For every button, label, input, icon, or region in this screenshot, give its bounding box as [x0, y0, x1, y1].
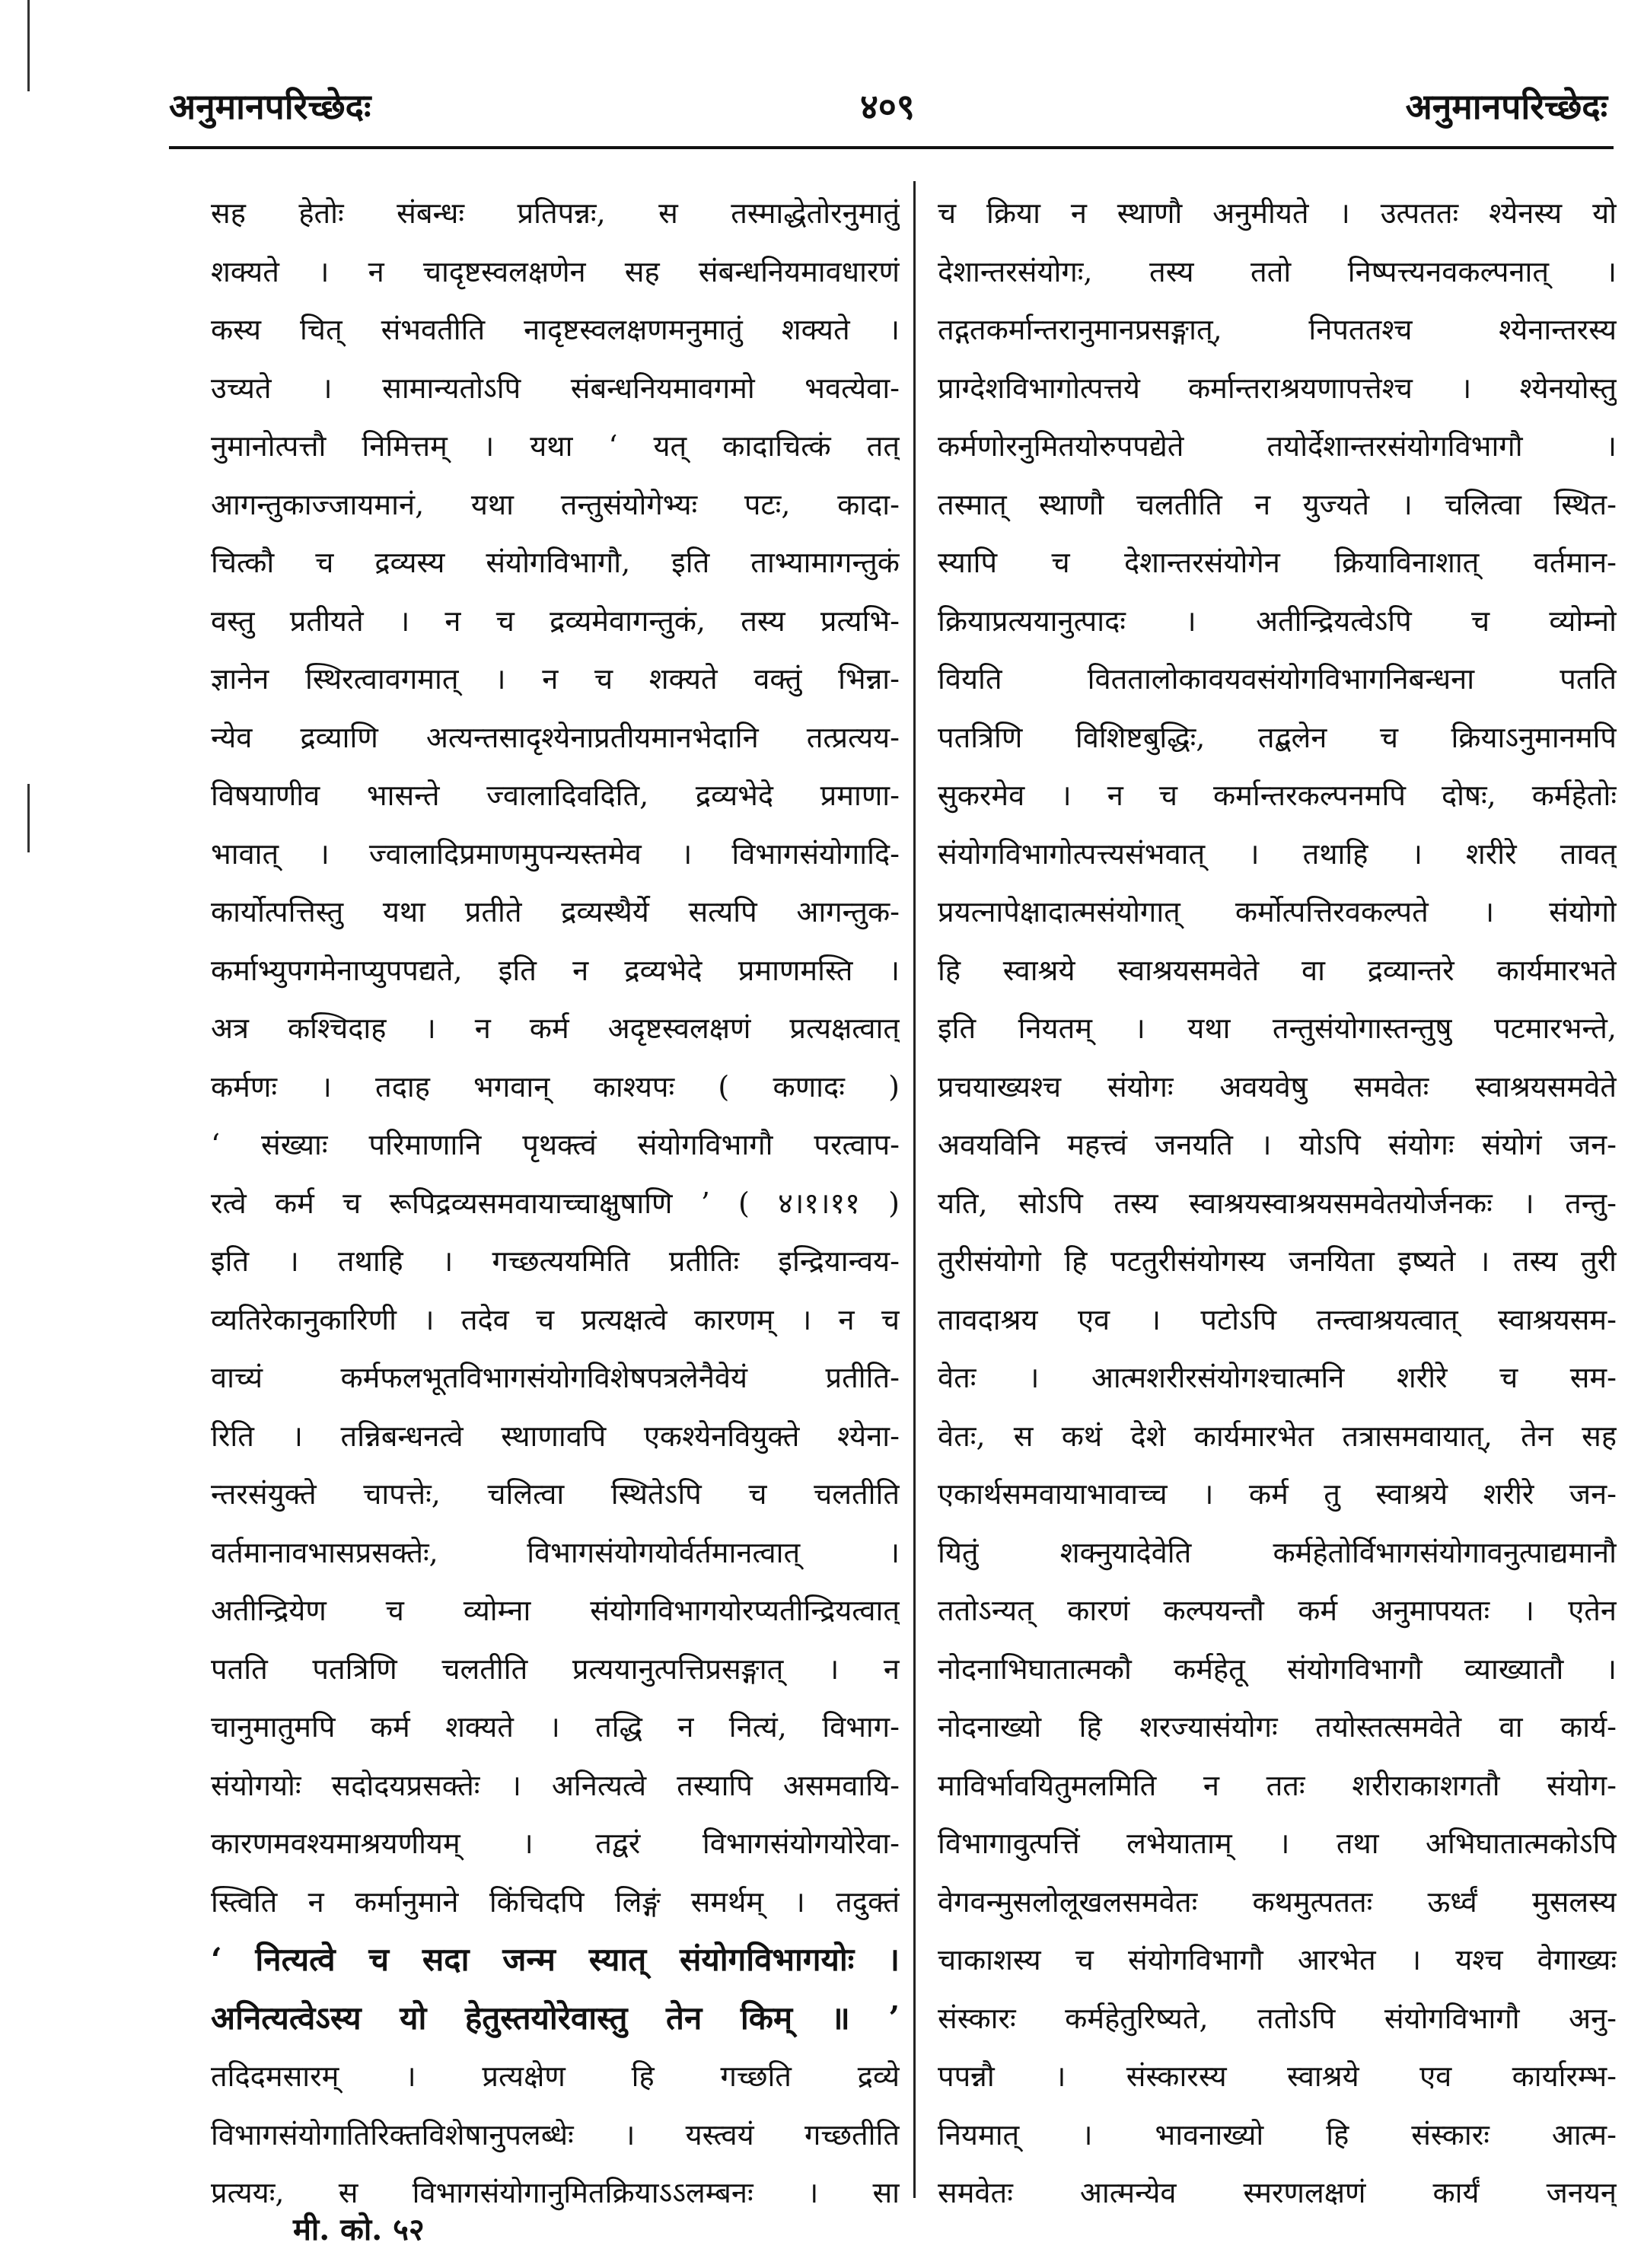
text-line: तदिदमसारम् । प्रत्यक्षेण हि गच्छति द्रव्ये — [211, 2059, 900, 2093]
running-header-left: अनुमानपरिच्छेदः — [169, 86, 371, 127]
text-line: क्रियाप्रत्ययानुत्पादः । अतीन्द्रियत्वेऽपि च व्योम्नो — [938, 604, 1617, 638]
text-line: रत्वे कर्म च रूपिद्रव्यसमवायाच्चाक्षुषाणि ’ ( ४।१।११ ) — [211, 1186, 900, 1220]
text-line: अवयविनि महत्त्वं जनयति । योऽपि संयोगः संयोगं जन- — [938, 1128, 1617, 1161]
text-line: रिति । तन्निबन्धनत्वे स्थाणावपि एकश्येनवियुक्ते श्येना- — [211, 1419, 900, 1453]
text-line: इति नियतम् । यथा तन्तुसंयोगास्तन्तुषु पटमारभन्ते, — [938, 1011, 1617, 1045]
text-line: तद्गतकर्मान्तरानुमानप्रसङ्गात्, निपततश्च श्येनान्तरस्य — [938, 313, 1617, 346]
text-line: चाकाशस्य च संयोगविभागौ आरभेत । यश्च वेगाख्यः — [938, 1943, 1617, 1977]
text-line: एकार्थसमवायाभावाच्च । कर्म तु स्वाश्रये शरीरे जन- — [938, 1477, 1617, 1511]
column-divider — [913, 181, 916, 2198]
text-line: उच्यते । सामान्यतोऽपि संबन्धनियमावगमो भवत्येवा- — [211, 371, 900, 405]
text-line: आगन्तुकाज्जायमानं, यथा तन्तुसंयोगेभ्यः पटः, कादा- — [211, 487, 900, 521]
text-line: वेतः । आत्मशरीरसंयोगश्चात्मनि शरीरे च सम- — [938, 1361, 1617, 1394]
page-number: ४०९ — [860, 86, 915, 127]
text-line: संयोगयोः सदोदयप्रसक्तेः । अनित्यत्वे तस्यापि असमवायि- — [211, 1768, 900, 1802]
text-line: च क्रिया न स्थाणौ अनुमीयते । उत्पततः श्येनस्य यो — [938, 196, 1617, 230]
text-line: इति । तथाहि । गच्छत्ययमिति प्रतीतिः इन्द्रियान्वय- — [211, 1244, 900, 1278]
text-line: ‘ नित्यत्वे च सदा जन्म स्यात् संयोगविभागयोः । — [211, 1941, 900, 1978]
text-line: माविर्भावयितुमलमिति न ततः शरीराकाशगतौ संयोग- — [938, 1768, 1617, 1802]
text-line: शक्यते । न चादृष्टस्वलक्षणेन सह संबन्धनियमावधारणं — [211, 254, 900, 288]
text-line: वर्तमानावभासप्रसक्तेः, विभागसंयोगयोर्वर्तमानत्वात् । — [211, 1535, 900, 1569]
text-line: अनित्यत्वेऽस्य यो हेतुस्तयोरेवास्तु तेन किम् ॥ ’ — [211, 1999, 900, 2037]
text-line: वेगवन्मुसलोलूखलसमवेतः कथमुत्पततः ऊर्ध्वं मुसलस्य — [938, 1884, 1617, 1919]
text-line: प्राग्देशविभागोत्पत्तये कर्मान्तराश्रयणापत्तेश्च । श्येनयोस्तु — [938, 371, 1617, 405]
text-line: स्त्विति न कर्मानुमाने किंचिदपि लिङ्गं समर्थम् । तदुक्तं — [211, 1884, 900, 1919]
right-column — [938, 184, 1617, 2222]
text-line: यितुं शक्नुयादेवेति कर्महेतोर्विभागसंयोगावनुत्पाद्यमानौ — [938, 1535, 1617, 1569]
text-line: पतत्रिणि विशिष्टबुद्धिः, तद्बलेन च क्रियाऽनुमानमपि — [938, 720, 1617, 754]
text-line: अतीन्द्रियेण च व्योम्ना संयोगविभागयोरप्यतीन्द्रियत्वात् — [211, 1594, 900, 1627]
left-column — [211, 184, 900, 2222]
text-line: वियति विततालोकावयवसंयोगविभागनिबन्धना पतति — [938, 662, 1617, 696]
footer-signature: मी. को. ५२ — [293, 2212, 425, 2247]
text-line: नोदनाभिघातात्मकौ कर्महेतू संयोगविभागौ व्याख्यातौ । — [938, 1652, 1617, 1686]
text-line: प्रत्ययः, स विभागसंयोगानुमितक्रियाऽऽलम्बनः । सा — [211, 2176, 900, 2209]
text-line: प्रयत्नापेक्षादात्मसंयोगात् कर्मोत्पत्तिरवकल्पते । संयोगो — [938, 895, 1617, 929]
text-line: चित्कौ च द्रव्यस्य संयोगविभागौ, इति ताभ्यामागन्तुकं — [211, 546, 900, 579]
text-line: विभागावुत्पत्तिं लभेयाताम् । तथा अभिघातात्मकोऽपि — [938, 1827, 1617, 1860]
text-line: कस्य चित् संभवतीति नादृष्टस्वलक्षणमनुमातुं शक्यते । — [211, 313, 900, 346]
text-line: नोदनाख्यो हि शरज्यासंयोगः तयोस्तत्समवेते वा कार्य- — [938, 1710, 1617, 1744]
running-header-right: अनुमानपरिच्छेदः — [1405, 86, 1607, 127]
text-line: प्रचयाख्यश्च संयोगः अवयवेषु समवेतः स्वाश्रयसमवेते — [938, 1069, 1617, 1104]
header-rule — [169, 146, 1614, 149]
text-line: भावात् । ज्वालादिप्रमाणमुपन्यस्तमेव । विभागसंयोगादि- — [211, 836, 900, 871]
text-line: अत्र कश्चिदाह । न कर्म अदृष्टस्वलक्षणं प्रत्यक्षत्वात् — [211, 1011, 900, 1045]
scan-margin-mark — [27, 0, 30, 91]
text-line: विषयाणीव भासन्ते ज्वालादिवदिति, द्रव्यभेदे प्रमाणा- — [211, 779, 900, 812]
text-line: न्तरसंयुक्ते चापत्तेः, चलित्वा स्थितेऽपि च चलतीति — [211, 1477, 900, 1511]
text-line: विभागसंयोगातिरिक्तविशेषानुपलब्धेः । यस्त्वयं गच्छतीति — [211, 2117, 900, 2152]
text-line: संस्कारः कर्महेतुरिष्यते, ततोऽपि संयोगविभागौ अनु- — [938, 2001, 1617, 2035]
text-line: सुकरमेव । न च कर्मान्तरकल्पनमपि दोषः, कर्महेतोः — [938, 779, 1617, 812]
text-line: पतति पतत्रिणि चलतीति प्रत्ययानुत्पत्तिप्रसङ्गात् । न — [211, 1652, 900, 1686]
text-line: ‘ संख्याः परिमाणानि पृथक्त्वं संयोगविभागौ परत्वाप- — [211, 1128, 900, 1161]
text-line: कार्योत्पत्तिस्तु यथा प्रतीते द्रव्यस्थैर्ये सत्यपि आगन्तुक- — [211, 895, 900, 929]
text-line: वाच्यं कर्मफलभूतविभागसंयोगविशेषपत्रलेनैवेयं प्रतीति- — [211, 1361, 900, 1394]
text-line: कर्मणोरनुमितयोरुपपद्येते तयोर्देशान्तरसंयोगविभागौ । — [938, 429, 1617, 463]
text-line: तुरीसंयोगो हि पटतुरीसंयोगस्य जनयिता इष्यते । तस्य तुरी — [938, 1244, 1617, 1278]
text-line: यति, सोऽपि तस्य स्वाश्रयस्वाश्रयसमवेतयोर्जनकः । तन्तु- — [938, 1186, 1617, 1220]
text-line: पपन्नौ । संस्कारस्य स्वाश्रये एव कार्यारम्भ- — [938, 2059, 1617, 2093]
text-line: नुमानोत्पत्तौ निमित्तम् । यथा ‘ यत् कादाचित्कं तत् — [211, 429, 900, 463]
text-line: ततोऽन्यत् कारणं कल्पयन्तौ कर्म अनुमापयतः । एतेन — [938, 1594, 1617, 1627]
text-line: चानुमातुमपि कर्म शक्यते । तद्धि न नित्यं, विभाग- — [211, 1710, 900, 1744]
text-line: सह हेतोः संबन्धः प्रतिपन्नः, स तस्माद्धेतोरनुमातुं — [211, 196, 900, 230]
text-line: व्यतिरेकानुकारिणी । तदेव च प्रत्यक्षत्वे कारणम् । न च — [211, 1302, 900, 1336]
text-line: ज्ञानेन स्थिरत्वावगमात् । न च शक्यते वक्तुं भिन्ना- — [211, 662, 900, 696]
text-line: कारणमवश्यमाश्रयणीयम् । तद्वरं विभागसंयोगयोरेवा- — [211, 1827, 900, 1860]
text-line: वेतः, स कथं देशे कार्यमारभेत तत्रासमवायात्, तेन सह — [938, 1419, 1617, 1453]
text-line: तावदाश्रय एव । पटोऽपि तन्त्वाश्रयत्वात् स्वाश्रयसम- — [938, 1302, 1617, 1336]
text-line: हि स्वाश्रये स्वाश्रयसमवेते वा द्रव्यान्तरे कार्यमारभते — [938, 953, 1617, 987]
text-line: नियमात् । भावनाख्यो हि संस्कारः आत्म- — [938, 2117, 1617, 2152]
text-line: न्येव द्रव्याणि अत्यन्तसादृश्येनाप्रतीयमानभेदानि तत्प्रत्यय- — [211, 720, 900, 754]
text-line: तस्मात् स्थाणौ चलतीति न युज्यते । चलित्वा स्थित- — [938, 487, 1617, 521]
scan-margin-mark — [27, 784, 30, 852]
text-line: समवेतः आत्मन्येव स्मरणलक्षणं कार्यं जनयन् — [938, 2176, 1617, 2209]
text-line: संयोगविभागोत्पत्त्यसंभवात् । तथाहि । शरीरे तावत् — [938, 836, 1617, 871]
text-line: स्यापि च देशान्तरसंयोगेन क्रियाविनाशात् वर्तमान- — [938, 546, 1617, 579]
text-line: वस्तु प्रतीयते । न च द्रव्यमेवागन्तुकं, तस्य प्रत्यभि- — [211, 604, 900, 638]
text-line: कर्मणः । तदाह भगवान् काश्यपः ( कणादः ) — [211, 1069, 900, 1104]
text-line: कर्माभ्युपगमेनाप्युपपद्यते, इति न द्रव्यभेदे प्रमाणमस्ति । — [211, 953, 900, 987]
text-line: देशान्तरसंयोगः, तस्य ततो निष्पत्त्यनवकल्पनात् । — [938, 254, 1617, 288]
